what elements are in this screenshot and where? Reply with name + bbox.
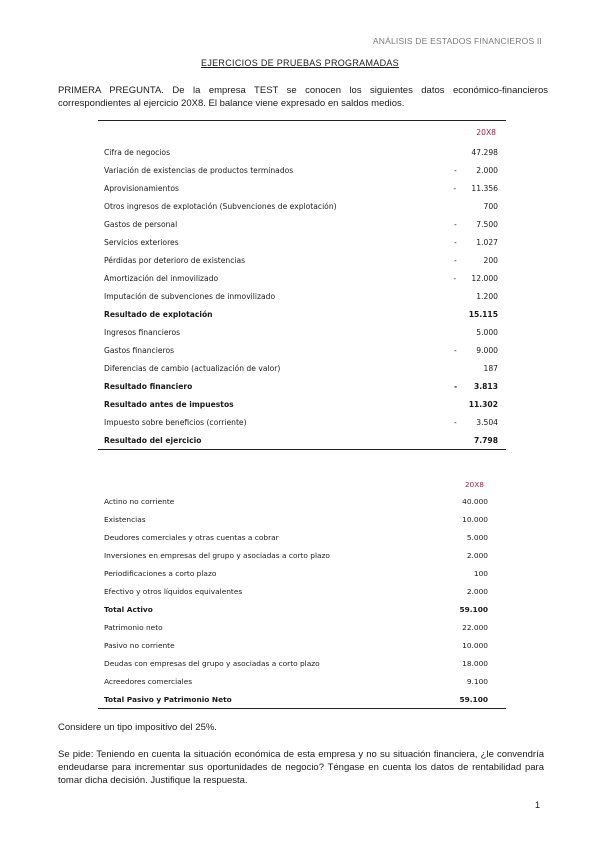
income-row	[98, 251, 506, 269]
income-row-value	[428, 215, 506, 233]
income-row	[98, 233, 506, 251]
balance-row-label: Efectivo y otros líquidos equivalentes	[104, 586, 243, 596]
balance-row-label: Pasivo no corriente	[104, 640, 175, 650]
income-row	[98, 161, 506, 179]
income-row-value	[428, 323, 506, 341]
balance-row-value: 18.000	[462, 658, 488, 668]
intro-lead: PRIMERA PREGUNTA	[58, 85, 162, 96]
balance-row-label: Total Activo	[104, 604, 153, 614]
income-row-sign: -	[454, 219, 457, 229]
income-row-label: Diferencias de cambio (actualización de valor)	[104, 363, 281, 373]
balance-row-label: Deudores comerciales y otras cuentas a cobrar	[104, 532, 279, 542]
income-row-amount: 7.500	[476, 219, 498, 229]
balance-row-value: 10.000	[462, 640, 488, 650]
balance-row-value: 100	[473, 568, 488, 578]
balance-row-value: 10.000	[462, 514, 488, 524]
income-row	[98, 287, 506, 305]
tax-rate-note: Considere un tipo impositivo del 25%.	[58, 722, 217, 733]
income-row-sign: -	[454, 255, 457, 265]
income-row-amount: 5.000	[476, 327, 498, 337]
income-row-value	[428, 395, 506, 413]
balance-row	[98, 492, 506, 510]
balance-row	[98, 636, 506, 654]
balance-row-value: 9.100	[466, 676, 488, 686]
balance-row-value: 59.100	[459, 694, 488, 704]
income-row-amount: 3.813	[473, 381, 498, 391]
balance-row	[98, 618, 506, 636]
question-paragraph: Se pide: Teniendo en cuenta la situación económica de esta empresa y no su situación financiera, ¿le convendría endeudarse para incrementar sus oportunidades de negocio? Téngase en cuenta los datos de rentabilidad para tomar dicha decisión. Justifique la respuesta.	[58, 749, 544, 786]
income-row-amount: 187	[483, 363, 498, 373]
balance-row-label: Patrimonio neto	[104, 622, 163, 632]
balance-row-label: Inversiones en empresas del grupo y asociadas a corto plazo	[104, 550, 330, 560]
income-row-sign: -	[454, 237, 457, 247]
income-row-amount: 9.000	[476, 345, 498, 355]
income-row	[98, 341, 506, 359]
balance-row	[98, 510, 506, 528]
income-row-value	[428, 359, 506, 377]
income-row-sign: -	[453, 183, 457, 193]
income-row	[98, 197, 506, 215]
balance-header-row	[98, 476, 506, 492]
income-row-amount: 3.504	[476, 417, 498, 427]
balance-row	[98, 546, 506, 564]
income-row-value	[428, 377, 506, 395]
income-row	[98, 377, 506, 395]
running-header: ANÁLISIS DE ESTADOS FINANCIEROS II	[372, 36, 542, 46]
balance-row	[98, 654, 506, 672]
income-row-value	[428, 143, 506, 161]
income-row-label: Gastos de personal	[104, 219, 178, 229]
balance-row	[98, 600, 506, 618]
income-row-label: Impuesto sobre beneficios (corriente)	[104, 417, 247, 427]
income-row-value	[428, 287, 506, 305]
income-row-label: Variación de existencias de productos terminados	[104, 165, 294, 175]
balance-row-label: Acreedores comerciales	[104, 676, 193, 686]
income-row-sign: -	[454, 417, 457, 427]
income-row	[98, 413, 506, 431]
income-year-header: 20X8	[476, 127, 496, 137]
income-row-value	[428, 413, 506, 431]
balance-row-value: 40.000	[462, 496, 488, 506]
income-row-value	[428, 431, 506, 450]
income-row-label: Otros ingresos de explotación (Subvenciones de explotación)	[104, 201, 337, 211]
balance-row-value: 2.000	[466, 586, 488, 596]
income-row-amount: 700	[483, 201, 498, 211]
income-row-sign: -	[454, 381, 458, 391]
income-row-value	[428, 197, 506, 215]
income-row	[98, 431, 506, 450]
income-row	[98, 179, 506, 197]
income-row	[98, 359, 506, 377]
income-row-amount: 1.027	[476, 237, 498, 247]
income-row-label: Resultado del ejercicio	[104, 435, 202, 445]
income-row-label: Servicios exteriores	[104, 237, 179, 247]
income-row-amount: 7.798	[473, 435, 498, 445]
balance-row-label: Deudas con empresas del grupo y asociadas a corto plazo	[104, 658, 320, 668]
income-row-value	[428, 305, 506, 323]
income-row-label: Aprovisionamientos	[104, 183, 179, 193]
income-row-label: Ingresos financieros	[104, 327, 181, 337]
income-row-label: Imputación de subvenciones de inmovilizado	[104, 291, 276, 301]
intro-text: . De la empresa TEST se conocen los siguientes datos económico-financieros correspondientes al ejercicio 20X8. El balance viene expresado en saldos medios.	[58, 85, 548, 109]
income-row	[98, 305, 506, 323]
income-row-label: Amortización del inmovilizado	[104, 273, 219, 283]
balance-row-label: Total Pasivo y Patrimonio Neto	[104, 694, 232, 704]
income-row-amount: 12.000	[471, 273, 498, 283]
income-row-amount: 11.356	[471, 183, 498, 193]
balance-sheet-table	[98, 476, 506, 709]
income-row-amount: 47.298	[471, 147, 498, 157]
balance-row-value: 2.000	[466, 550, 488, 560]
income-row-value	[428, 341, 506, 359]
income-row-label: Resultado antes de impuestos	[104, 399, 234, 409]
income-row	[98, 215, 506, 233]
income-row-value	[428, 161, 506, 179]
income-row-value	[428, 251, 506, 269]
income-row-sign: -	[454, 345, 457, 355]
income-header-row	[98, 121, 506, 144]
income-row	[98, 323, 506, 341]
income-row-sign: -	[453, 273, 457, 283]
balance-year-header: 20X8	[464, 479, 484, 489]
income-row-amount: 200	[483, 255, 498, 265]
balance-row	[98, 582, 506, 600]
page-number: 1	[534, 800, 540, 810]
income-row-label: Resultado de explotación	[104, 309, 213, 319]
income-row-amount: 1.200	[476, 291, 498, 301]
income-row-value	[428, 233, 506, 251]
income-row	[98, 143, 506, 161]
balance-row	[98, 690, 506, 709]
income-row-label: Gastos financieros	[104, 345, 175, 355]
income-row-amount: 2.000	[476, 165, 498, 175]
income-row-value	[428, 269, 506, 287]
income-row-label: Resultado financiero	[104, 381, 193, 391]
balance-row	[98, 528, 506, 546]
income-row-label: Cifra de negocios	[104, 147, 171, 157]
balance-row-value: 5.000	[466, 532, 488, 542]
income-row-amount: 15.115	[468, 309, 498, 319]
balance-row	[98, 564, 506, 582]
income-row-label: Pérdidas por deterioro de existencias	[104, 255, 246, 265]
income-row	[98, 269, 506, 287]
document-title: EJERCICIOS DE PRUEBAS PROGRAMADAS	[201, 58, 399, 68]
balance-row	[98, 672, 506, 690]
balance-row-label: Existencias	[104, 514, 146, 524]
income-row-sign: -	[454, 165, 457, 175]
balance-row-label: Actino no corriente	[104, 496, 175, 506]
balance-row-value: 22.000	[462, 622, 488, 632]
balance-row-value: 59.100	[459, 604, 488, 614]
income-row-value	[428, 179, 506, 197]
balance-row-label: Periodificaciones a corto plazo	[104, 568, 217, 578]
intro-paragraph	[58, 84, 548, 110]
income-row-amount: 11.302	[468, 399, 498, 409]
income-row	[98, 395, 506, 413]
income-statement-table	[98, 120, 506, 450]
